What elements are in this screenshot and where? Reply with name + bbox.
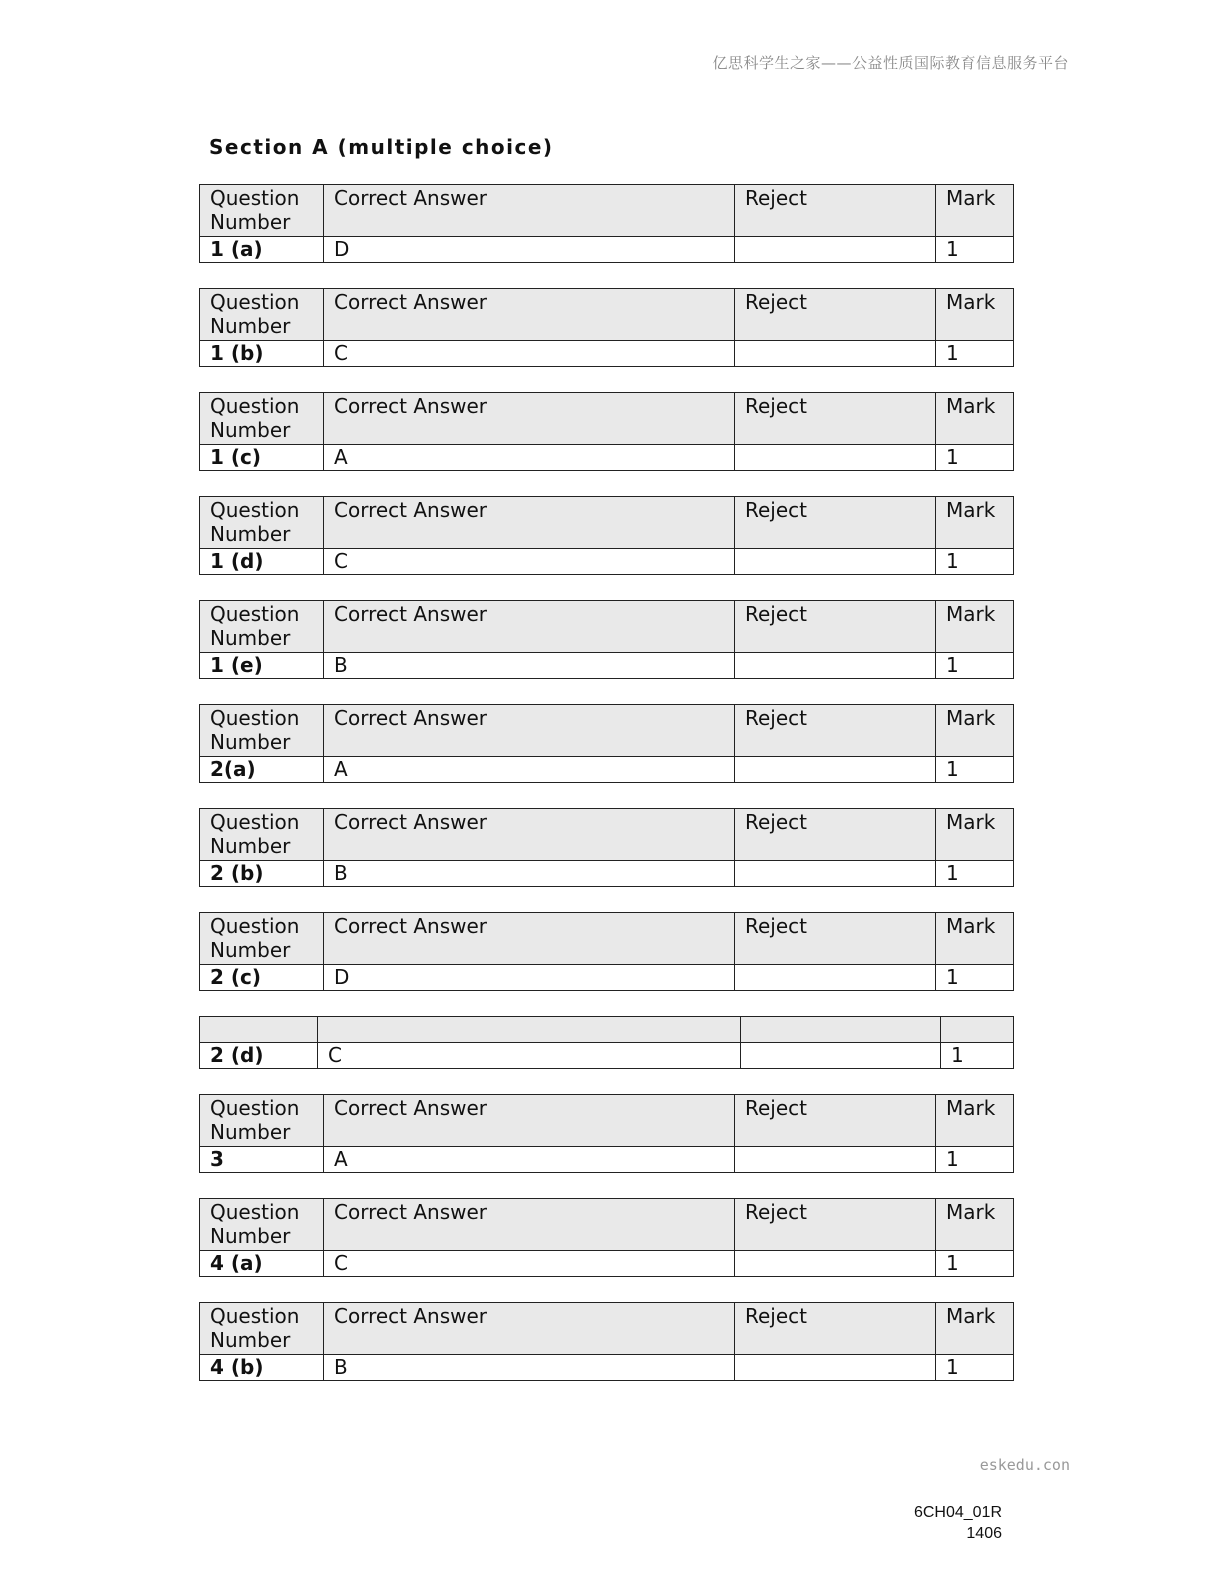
header-reject: Reject: [735, 497, 936, 549]
question-number: 2 (c): [200, 965, 324, 991]
header-reject: Reject: [735, 1199, 936, 1251]
table-row: [200, 653, 1014, 679]
mark-cell: 1: [936, 1355, 1014, 1381]
table-header-row: [200, 1303, 1014, 1355]
question-number: 2 (b): [200, 861, 324, 887]
header-question: Question Number: [200, 289, 324, 341]
answer-table: [199, 392, 1014, 471]
header-question: Question Number: [200, 1095, 324, 1147]
reject-cell: [735, 341, 936, 367]
header-mark: Mark: [936, 601, 1014, 653]
header-correct-answer: Correct Answer: [324, 393, 735, 445]
header-correct-answer: Correct Answer: [324, 289, 735, 341]
header-correct-answer: Correct Answer: [324, 601, 735, 653]
header-correct-answer: Correct Answer: [324, 1199, 735, 1251]
header-question: Question Number: [200, 393, 324, 445]
question-number: 1 (b): [200, 341, 324, 367]
header-correct-answer: Correct Answer: [324, 913, 735, 965]
table-row: [200, 1043, 1014, 1069]
reject-cell: [741, 1043, 941, 1069]
header-reject: Reject: [735, 809, 936, 861]
correct-answer: C: [324, 341, 735, 367]
table-row: [200, 1147, 1014, 1173]
question-number: 1 (c): [200, 445, 324, 471]
header-mark: [941, 1017, 1014, 1043]
header-correct-answer: Correct Answer: [324, 1095, 735, 1147]
header-correct-answer: Correct Answer: [324, 1303, 735, 1355]
mark-scheme-tables: [199, 184, 1013, 1406]
question-number: 1 (d): [200, 549, 324, 575]
header-reject: Reject: [735, 289, 936, 341]
header-question: Question Number: [200, 1303, 324, 1355]
header-reject: [741, 1017, 941, 1043]
header-question: Question Number: [200, 601, 324, 653]
answer-table: [199, 496, 1014, 575]
header-mark: Mark: [936, 913, 1014, 965]
mark-cell: 1: [936, 1251, 1014, 1277]
header-reject: Reject: [735, 1095, 936, 1147]
header-mark: Mark: [936, 705, 1014, 757]
correct-answer: D: [324, 965, 735, 991]
mark-cell: 1: [936, 341, 1014, 367]
mark-cell: 1: [936, 1147, 1014, 1173]
answer-table: [199, 1016, 1014, 1069]
answer-table: [199, 184, 1014, 263]
table-row: [200, 965, 1014, 991]
mark-cell: 1: [936, 861, 1014, 887]
correct-answer: A: [324, 1147, 735, 1173]
header-mark: Mark: [936, 289, 1014, 341]
mark-cell: 1: [936, 445, 1014, 471]
reject-cell: [735, 653, 936, 679]
table-header-row: [200, 601, 1014, 653]
question-number: 4 (b): [200, 1355, 324, 1381]
header-question: [200, 1017, 318, 1043]
reject-cell: [735, 861, 936, 887]
mark-cell: 1: [936, 237, 1014, 263]
correct-answer: D: [324, 237, 735, 263]
question-number: 1 (a): [200, 237, 324, 263]
correct-answer: A: [324, 445, 735, 471]
table-row: [200, 549, 1014, 575]
header-reject: Reject: [735, 601, 936, 653]
section-title: Section A (multiple choice): [209, 135, 554, 159]
table-header-row: [200, 393, 1014, 445]
table-row: [200, 237, 1014, 263]
header-correct-answer: Correct Answer: [324, 185, 735, 237]
mark-cell: 1: [941, 1043, 1014, 1069]
table-header-row: [200, 705, 1014, 757]
table-header-row: [200, 809, 1014, 861]
table-row: [200, 341, 1014, 367]
mark-cell: 1: [936, 965, 1014, 991]
header-question: Question Number: [200, 809, 324, 861]
header-mark: Mark: [936, 185, 1014, 237]
header-reject: Reject: [735, 705, 936, 757]
correct-answer: B: [324, 861, 735, 887]
table-row: [200, 1251, 1014, 1277]
answer-table: [199, 808, 1014, 887]
header-correct-answer: Correct Answer: [324, 705, 735, 757]
reject-cell: [735, 757, 936, 783]
header-reject: Reject: [735, 1303, 936, 1355]
reject-cell: [735, 1355, 936, 1381]
header-question: Question Number: [200, 705, 324, 757]
reject-cell: [735, 549, 936, 575]
header-watermark: 亿思科学生之家——公益性质国际教育信息服务平台: [712, 54, 1069, 72]
table-row: [200, 445, 1014, 471]
footer-site: eskedu.con: [979, 1456, 1070, 1474]
header-question: Question Number: [200, 497, 324, 549]
footer-code: [914, 1502, 1002, 1544]
reject-cell: [735, 237, 936, 263]
reject-cell: [735, 1147, 936, 1173]
header-correct-answer: Correct Answer: [324, 809, 735, 861]
answer-table: [199, 1302, 1014, 1381]
answer-table: [199, 288, 1014, 367]
header-correct-answer: Correct Answer: [324, 497, 735, 549]
table-header-row: [200, 185, 1014, 237]
answer-table: [199, 600, 1014, 679]
question-number: 3: [200, 1147, 324, 1173]
correct-answer: B: [324, 1355, 735, 1381]
correct-answer: C: [324, 549, 735, 575]
table-row: [200, 1355, 1014, 1381]
header-mark: Mark: [936, 809, 1014, 861]
table-header-row: [200, 1017, 1014, 1043]
correct-answer: C: [318, 1043, 741, 1069]
table-header-row: [200, 289, 1014, 341]
table-header-row: [200, 1095, 1014, 1147]
answer-table: [199, 1198, 1014, 1277]
mark-cell: 1: [936, 549, 1014, 575]
question-number: 2 (d): [200, 1043, 318, 1069]
question-number: 2(a): [200, 757, 324, 783]
header-mark: Mark: [936, 1095, 1014, 1147]
table-header-row: [200, 1199, 1014, 1251]
correct-answer: C: [324, 1251, 735, 1277]
mark-cell: 1: [936, 653, 1014, 679]
session-code: 1406: [966, 1525, 1002, 1542]
header-mark: Mark: [936, 1199, 1014, 1251]
header-reject: Reject: [735, 913, 936, 965]
reject-cell: [735, 445, 936, 471]
header-question: Question Number: [200, 913, 324, 965]
answer-table: [199, 704, 1014, 783]
reject-cell: [735, 1251, 936, 1277]
header-correct-answer: [318, 1017, 741, 1043]
table-header-row: [200, 913, 1014, 965]
table-header-row: [200, 497, 1014, 549]
question-number: 1 (e): [200, 653, 324, 679]
correct-answer: A: [324, 757, 735, 783]
table-row: [200, 757, 1014, 783]
correct-answer: B: [324, 653, 735, 679]
header-mark: Mark: [936, 1303, 1014, 1355]
header-reject: Reject: [735, 393, 936, 445]
table-row: [200, 861, 1014, 887]
mark-cell: 1: [936, 757, 1014, 783]
header-question: Question Number: [200, 1199, 324, 1251]
header-question: Question Number: [200, 185, 324, 237]
paper-code: 6CH04_01R: [913, 1504, 1002, 1521]
question-number: 4 (a): [200, 1251, 324, 1277]
header-reject: Reject: [735, 185, 936, 237]
answer-table: [199, 1094, 1014, 1173]
header-mark: Mark: [936, 393, 1014, 445]
header-mark: Mark: [936, 497, 1014, 549]
reject-cell: [735, 965, 936, 991]
answer-table: [199, 912, 1014, 991]
